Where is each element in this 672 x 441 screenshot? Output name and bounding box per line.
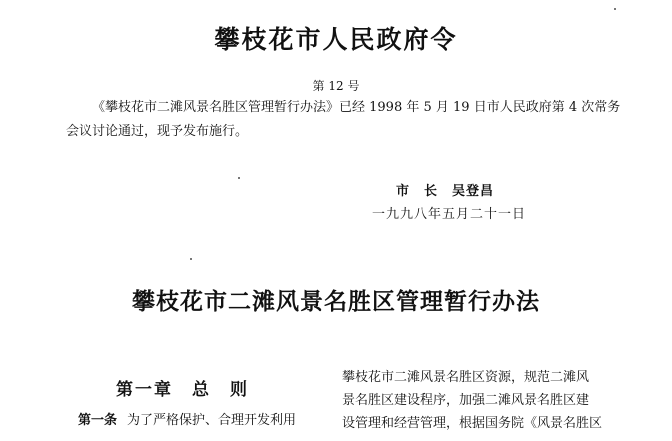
mayor-signature: 市 长 吴登昌 xyxy=(396,184,495,199)
right-column-line: 攀枝花市二滩风景名胜区资源，规范二滩风 xyxy=(342,370,590,385)
decree-body: 《攀枝花市二滩风景名胜区管理暂行办法》已经 1998 年 5 月 19 日市人民政府第 4 次常务会议讨论通过，现予发布施行。 xyxy=(66,100,621,139)
right-column-line: 设管理和经营管理，根据国务院《风景名胜区 xyxy=(342,416,603,431)
scan-speck xyxy=(238,177,240,179)
article-label: 第一条 xyxy=(78,413,118,428)
scan-speck xyxy=(190,258,192,260)
article-one xyxy=(78,409,338,433)
scan-speck xyxy=(614,8,616,10)
decree-date: 一九九八年五月二十一日 xyxy=(372,207,527,222)
chapter-heading: 第一章 总 则 xyxy=(116,380,249,400)
right-column-line: 景名胜区建设程序，加强二滩风景名胜区建 xyxy=(342,393,590,408)
decree-title: 攀枝花市人民政府令 xyxy=(214,25,458,54)
regulation-title: 攀枝花市二滩风景名胜区管理暂行办法 xyxy=(132,289,540,315)
decree-number: 第 12 号 xyxy=(312,79,360,93)
article-text: 为了严格保护、合理开发利用 xyxy=(127,413,297,428)
right-column-text xyxy=(342,366,612,435)
